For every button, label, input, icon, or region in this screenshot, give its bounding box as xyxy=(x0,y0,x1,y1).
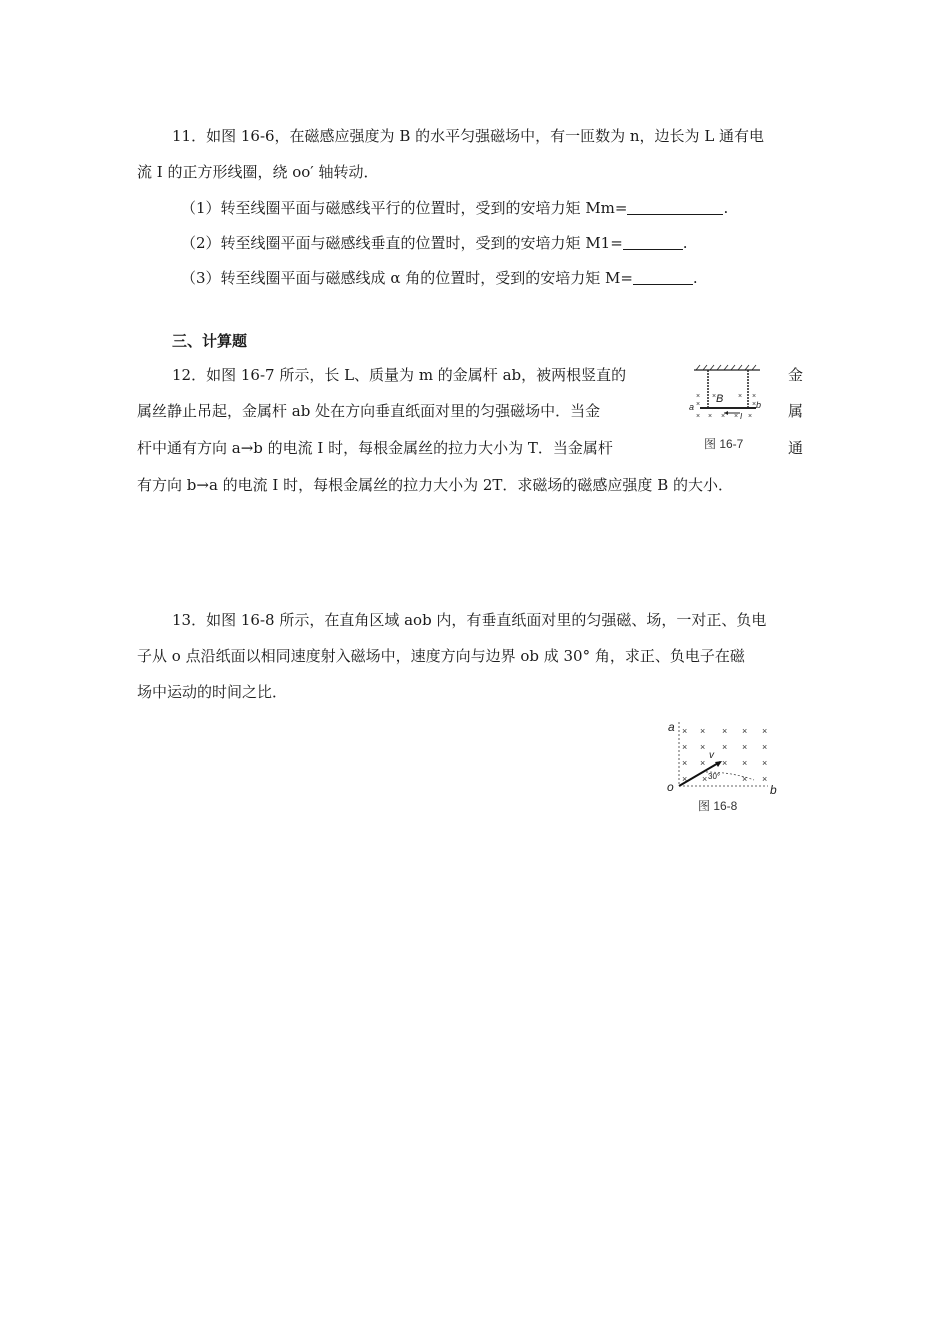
q11-part1-text: （1）转至线圈平面与磁感线平行的位置时，受到的安培力矩 Mm= xyxy=(181,199,628,217)
svg-text:×: × xyxy=(742,774,748,784)
q11-part1 xyxy=(181,197,728,219)
svg-text:×: × xyxy=(722,742,728,752)
svg-text:×: × xyxy=(722,726,728,736)
q12-line4: 有方向 b→a 的电流 I 时，每根金属丝的拉力大小为 2T．求磁场的磁感应强度 B 的大小． xyxy=(137,476,733,494)
q12-side-char-1: 金 xyxy=(788,366,804,384)
answer-blank-3[interactable] xyxy=(633,269,693,285)
svg-text:×: × xyxy=(742,742,748,752)
svg-text:×: × xyxy=(702,774,708,784)
fig7-label-B: B xyxy=(716,393,724,405)
section-heading: 三、计算题 xyxy=(172,332,248,350)
fig8-caption: 图 16-8 xyxy=(698,799,738,813)
q12-side-char-3: 通 xyxy=(788,439,804,457)
fig8-label-angle: 30° xyxy=(708,772,721,781)
q13-line3: 场中运动的时间之比． xyxy=(137,683,288,701)
svg-text:×: × xyxy=(700,758,706,768)
q11-part3 xyxy=(181,267,698,289)
fig7-caption: 图 16-7 xyxy=(704,437,744,451)
fig8-label-v: v xyxy=(709,750,714,761)
fig7-label-a: a xyxy=(689,402,695,412)
svg-text:×: × xyxy=(734,413,739,420)
q11-line1: 11．如图 16-6，在磁感应强度为 B 的水平匀强磁场中，有一匝数为 n，边长为 L 通有电 xyxy=(172,127,765,145)
svg-text:×: × xyxy=(752,393,757,400)
q11-part1-end: . xyxy=(723,199,729,217)
svg-text:×: × xyxy=(722,758,728,768)
svg-text:×: × xyxy=(742,758,748,768)
q12-line3: 杆中通有方向 a→b 的电流 I 时，每根金属丝的拉力大小为 T．当金属杆 xyxy=(137,439,613,457)
svg-text:×: × xyxy=(682,726,688,736)
figure-16-7 xyxy=(688,362,778,454)
fig8-label-a: a xyxy=(668,720,675,734)
fig8-label-o: o xyxy=(667,780,674,794)
svg-text:×: × xyxy=(762,758,768,768)
svg-text:×: × xyxy=(762,726,768,736)
svg-text:×: × xyxy=(762,774,768,784)
svg-text:×: × xyxy=(682,742,688,752)
q11-part2-text: （2）转至线圈平面与磁感线垂直的位置时，受到的安培力矩 M1= xyxy=(181,234,623,252)
svg-text:×: × xyxy=(721,413,726,420)
svg-text:×: × xyxy=(712,393,717,400)
svg-text:×: × xyxy=(682,774,688,784)
svg-text:×: × xyxy=(738,393,743,400)
q11-part2 xyxy=(181,232,688,254)
svg-text:×: × xyxy=(742,726,748,736)
q12-side-char-2: 属 xyxy=(788,402,804,420)
fig8-label-b: b xyxy=(770,783,777,797)
svg-text:×: × xyxy=(762,742,768,752)
answer-blank-1[interactable] xyxy=(627,199,723,215)
q11-part3-text: （3）转至线圈平面与磁感线成 α 角的位置时，受到的安培力矩 M= xyxy=(181,269,633,287)
svg-text:×: × xyxy=(708,413,713,420)
fig7-label-b: b xyxy=(756,400,762,410)
svg-text:×: × xyxy=(700,742,706,752)
svg-text:×: × xyxy=(682,758,688,768)
q12-line2: 属丝静止吊起，金属杆 ab 处在方向垂直纸面对里的匀强磁场中．当金 xyxy=(137,402,601,420)
svg-text:×: × xyxy=(700,726,706,736)
fig7-label-I: I xyxy=(740,412,743,421)
svg-text:×: × xyxy=(748,413,753,420)
figure-16-8 xyxy=(662,716,786,818)
svg-text:×: × xyxy=(696,393,701,400)
svg-text:×: × xyxy=(696,413,701,420)
q11-part3-end: . xyxy=(692,269,698,287)
q13-line2: 子从 o 点沿纸面以相同速度射入磁场中，速度方向与边界 ob 成 30° 角，求正、负电子在磁 xyxy=(137,647,745,665)
q12-line1: 12．如图 16-7 所示，长 L、质量为 m 的金属杆 ab，被两根竖直的 xyxy=(172,366,627,384)
q11-line2: 流 I 的正方形线圈，绕 oo′ 轴转动． xyxy=(137,163,379,181)
svg-text:×: × xyxy=(696,401,701,408)
q11-part2-end: . xyxy=(682,234,688,252)
q13-line1: 13．如图 16-8 所示，在直角区域 aob 内，有垂直纸面对里的匀强磁、场，一对正、负电 xyxy=(172,611,767,629)
answer-blank-2[interactable] xyxy=(623,234,683,250)
svg-text:×: × xyxy=(752,401,757,408)
